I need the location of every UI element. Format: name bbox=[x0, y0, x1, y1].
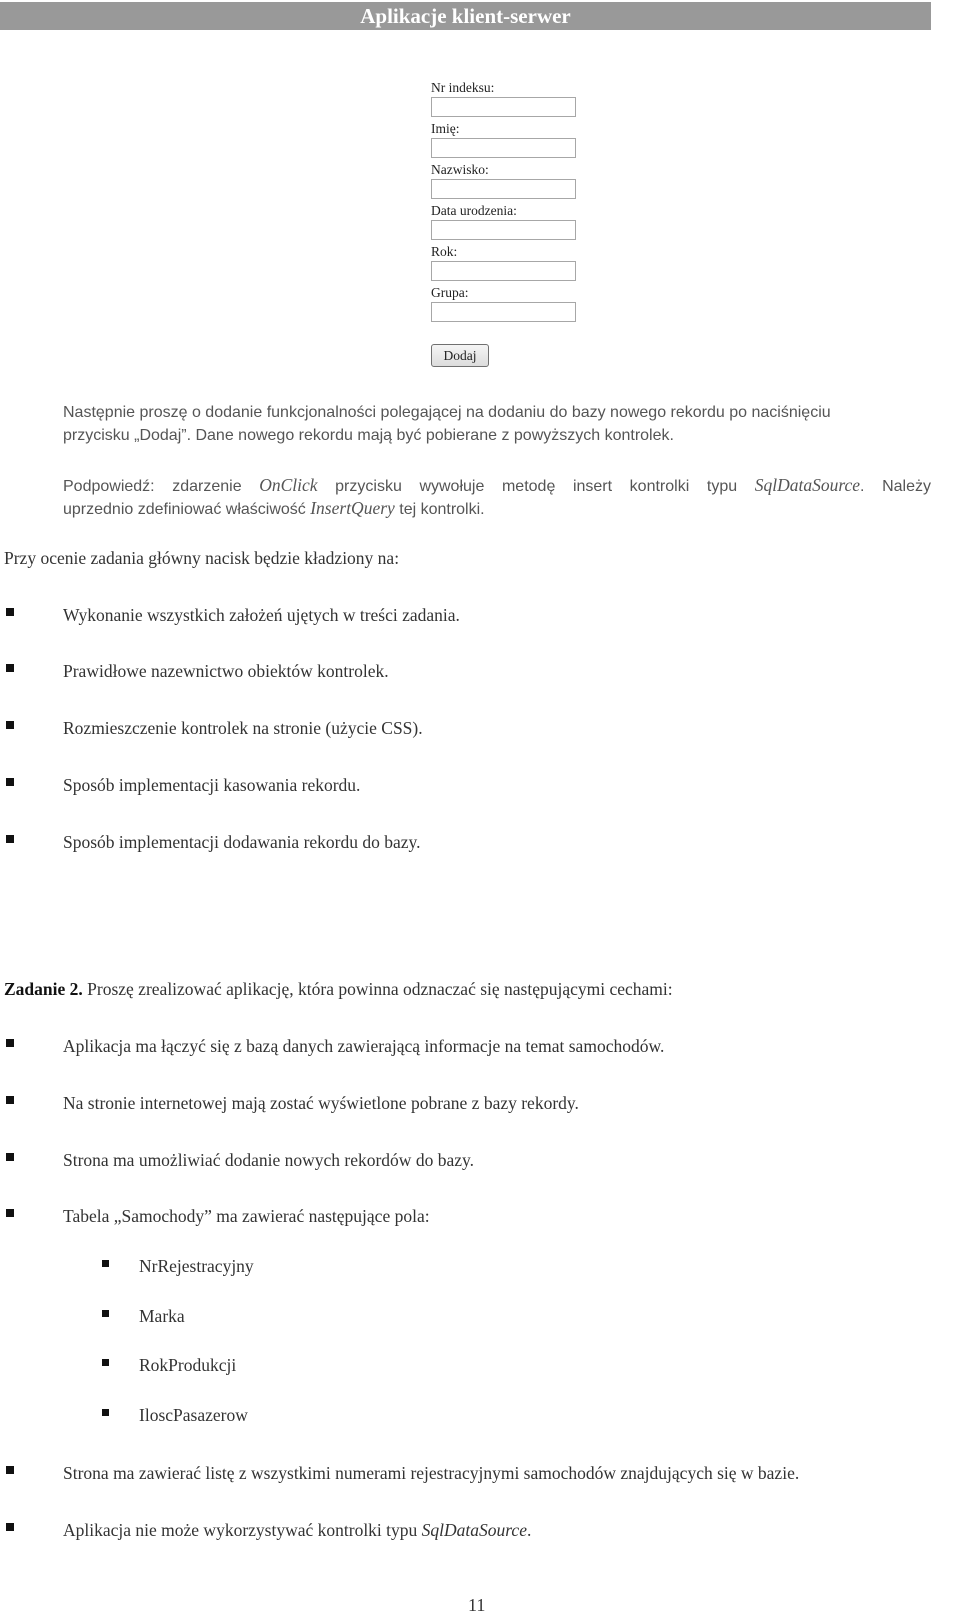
nazwisko-input[interactable] bbox=[431, 179, 576, 199]
bullet-icon bbox=[6, 1466, 14, 1474]
hint-text: Podpowiedź: zdarzenie bbox=[63, 478, 260, 495]
field-item: NrRejestracyjny bbox=[139, 1256, 254, 1276]
list-item: Sposób implementacji kasowania rekordu. bbox=[63, 775, 361, 795]
dodaj-button[interactable]: Dodaj bbox=[431, 344, 489, 367]
list-item: Na stronie internetowej mają zostać wyświetlone pobrane z bazy rekordy. bbox=[63, 1093, 579, 1113]
list-item: Rozmieszczenie kontrolek na stronie (użycie CSS). bbox=[63, 718, 423, 738]
hint-text: uprzednio zdefiniować właściwość bbox=[63, 501, 311, 518]
field-label-rok: Rok: bbox=[431, 244, 458, 259]
bullet-icon bbox=[6, 1039, 14, 1047]
sub-bullet-icon bbox=[102, 1359, 109, 1366]
item-text: . bbox=[526, 1520, 532, 1540]
field-label-imie: Imię: bbox=[431, 121, 460, 136]
rok-input[interactable] bbox=[431, 261, 576, 281]
nr-indeksu-input[interactable] bbox=[431, 97, 576, 117]
list-item: Wykonanie wszystkich założeń ujętych w treści zadania. bbox=[63, 605, 460, 625]
list-item: Strona ma zawierać listę z wszystkimi numerami rejestracyjnymi samochodów znajdujących się w bazie. bbox=[63, 1463, 800, 1483]
list-item: Prawidłowe nazewnictwo obiektów kontrolek. bbox=[63, 661, 389, 681]
sub-bullet-icon bbox=[102, 1260, 109, 1267]
bullet-icon bbox=[6, 608, 14, 616]
field-item: Marka bbox=[139, 1306, 185, 1326]
list-item bbox=[63, 1519, 531, 1542]
page-header: Aplikacje klient-serwer bbox=[0, 2, 931, 30]
sub-bullet-icon bbox=[102, 1310, 109, 1317]
hint-line-1 bbox=[63, 474, 931, 498]
bullet-icon bbox=[6, 1523, 14, 1531]
paragraph-line: przycisku „Dodaj”. Dane nowego rekordu mają być pobierane z powyższych kontrolek. bbox=[63, 427, 674, 444]
form-screenshot bbox=[431, 78, 581, 378]
hint-text: przycisku wywołuje metodę insert kontrolki typu bbox=[317, 478, 755, 495]
field-label-data-urodzenia: Data urodzenia: bbox=[431, 203, 517, 218]
bullet-icon bbox=[6, 721, 14, 729]
item-text: Aplikacja nie może wykorzystywać kontrolki typu bbox=[63, 1520, 422, 1540]
field-item: IloscPasazerow bbox=[139, 1405, 248, 1425]
data-urodzenia-input[interactable] bbox=[431, 220, 576, 240]
field-label-nr-indeksu: Nr indeksu: bbox=[431, 80, 495, 95]
list-item: Sposób implementacji dodawania rekordu do bazy. bbox=[63, 832, 421, 852]
grading-intro: Przy ocenie zadania główny nacisk będzie kładziony na: bbox=[4, 548, 400, 568]
page-number: 11 bbox=[468, 1595, 486, 1615]
list-item: Tabela „Samochody” ma zawierać następujące pola: bbox=[63, 1206, 430, 1226]
hint-line-2 bbox=[63, 497, 485, 521]
bullet-icon bbox=[6, 778, 14, 786]
field-item: RokProdukcji bbox=[139, 1355, 237, 1375]
imie-input[interactable] bbox=[431, 138, 576, 158]
task2-intro bbox=[4, 978, 673, 1001]
insertquery-term: InsertQuery bbox=[310, 498, 395, 518]
bullet-icon bbox=[6, 1096, 14, 1104]
hint-text: tej kontrolki. bbox=[394, 501, 485, 518]
field-label-grupa: Grupa: bbox=[431, 285, 469, 300]
bullet-icon bbox=[6, 1209, 14, 1217]
sqldatasource-term: SqlDataSource bbox=[421, 1520, 527, 1540]
sqldatasource-term: SqlDataSource bbox=[754, 475, 861, 495]
sub-bullet-icon bbox=[102, 1409, 109, 1416]
list-item: Strona ma umożliwiać dodanie nowych rekordów do bazy. bbox=[63, 1150, 474, 1170]
task2-intro-text: Proszę zrealizować aplikację, która powinna odznaczać się następującymi cechami: bbox=[82, 979, 673, 999]
bullet-icon bbox=[6, 835, 14, 843]
list-item: Aplikacja ma łączyć się z bazą danych zawierającą informacje na temat samochodów. bbox=[63, 1036, 665, 1056]
paragraph-line: Następnie proszę o dodanie funkcjonalności polegającej na dodaniu do bazy nowego rekordu po naciśnięciu bbox=[63, 404, 831, 421]
task2-heading: Zadanie 2. bbox=[4, 979, 83, 999]
onclick-term: OnClick bbox=[259, 475, 318, 495]
bullet-icon bbox=[6, 1153, 14, 1161]
bullet-icon bbox=[6, 664, 14, 672]
hint-text: . Należy bbox=[860, 478, 931, 495]
grupa-input[interactable] bbox=[431, 302, 576, 322]
field-label-nazwisko: Nazwisko: bbox=[431, 162, 489, 177]
